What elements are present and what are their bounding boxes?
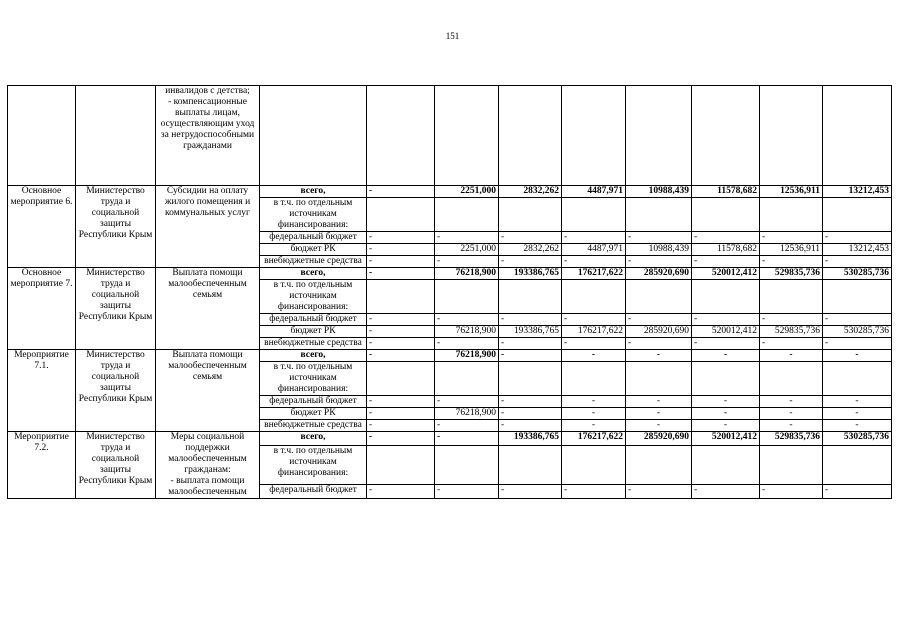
source-label-rk: бюджет РК: [260, 408, 367, 420]
activity-7-1-total-row: Мероприятие 7.1. Министерство труда и социальной защиты Республики Крым Выплата помощи малообеспеченным семьям всего, - 76218,900 - - - - - -: [8, 350, 892, 362]
source-label-extra: внебюджетные средства: [260, 420, 367, 432]
activity-7-2-federal-row: федеральный бюджет - - - - - - - -: [8, 485, 892, 499]
budget-table: [7, 85, 892, 499]
activity-7-rk-row: бюджет РК - 76218,900 193386,765 176217,622 285920,690 520012,412 529835,736 530285,736: [8, 326, 892, 338]
source-label-total: всего,: [260, 268, 367, 280]
activity-name: Мероприятие 7.2.: [8, 432, 76, 499]
activity-description: Субсидии на оплату жилого помещения и коммунальных услуг: [156, 186, 260, 268]
source-label-federal: федеральный бюджет: [260, 396, 367, 408]
activity-7-2-total-row: Мероприятие 7.2. Министерство труда и социальной защиты Республики Крым Меры социальной поддержки малообеспеченным гражданам: - выплата помощи малообеспеченным всего, - - 193386,765 176217,622 285920,690 520012,412 529835,736 530285,736: [8, 432, 892, 446]
activity-6-rk-row: бюджет РК - 2251,000 2832,262 4487,971 10988,439 11578,682 12536,911 13212,453: [8, 244, 892, 256]
activity-7-total-row: Основное мероприятие 7. Министерство труда и социальной защиты Республики Крым Выплата помощи малообеспеченным семьям всего, - 76218,900 193386,765 176217,622 285920,690 520012,412 529835,736 530285,736: [8, 268, 892, 280]
activity-description: Выплата помощи малообеспеченным семьям: [156, 350, 260, 432]
activity-name: Основное мероприятие 7.: [8, 268, 76, 350]
source-label-incl: в т.ч. по отдельным источникам финансирования:: [260, 198, 367, 232]
activity-name: Основное мероприятие 6.: [8, 186, 76, 268]
source-label-incl: в т.ч. по отдельным источникам финансирования:: [260, 362, 367, 396]
activity-7-extra-row: внебюджетные средства - - - - - - - -: [8, 338, 892, 350]
activity-executor: Министерство труда и социальной защиты Республики Крым: [76, 186, 156, 268]
continuation-description: инвалидов с детства; - компенсационные выплаты лицам, осуществляющим уход за нетрудоспособными гражданами: [156, 86, 260, 186]
activity-description: Выплата помощи малообеспеченным семьям: [156, 268, 260, 350]
source-label-incl: в т.ч. по отдельным источникам финансирования:: [260, 280, 367, 314]
source-label-total: всего,: [260, 432, 367, 446]
activity-6-total-row: Основное мероприятие 6. Министерство труда и социальной защиты Республики Крым Субсидии на оплату жилого помещения и коммунальных услуг всего, - 2251,000 2832,262 4487,971 10988,439 11578,682 12536,911 13212,453: [8, 186, 892, 198]
activity-name: Мероприятие 7.1.: [8, 350, 76, 432]
activity-7-federal-row: федеральный бюджет - - - - - - - -: [8, 314, 892, 326]
source-label-extra: внебюджетные средства: [260, 338, 367, 350]
source-label-federal: федеральный бюджет: [260, 232, 367, 244]
source-label-federal: федеральный бюджет: [260, 485, 367, 499]
page-number: 151: [445, 31, 460, 41]
source-label-incl: в т.ч. по отдельным источникам финансирования:: [260, 445, 367, 484]
source-label-federal: федеральный бюджет: [260, 314, 367, 326]
source-label-rk: бюджет РК: [260, 244, 367, 256]
activity-6-extra-row: внебюджетные средства - - - - - - - -: [8, 256, 892, 268]
source-label-total: всего,: [260, 350, 367, 362]
activity-executor: Министерство труда и социальной защиты Республики Крым: [76, 432, 156, 499]
activity-7-1-extra-row: внебюджетные средства - - - - - - - -: [8, 420, 892, 432]
activity-description: Меры социальной поддержки малообеспеченным гражданам: - выплата помощи малообеспеченным: [156, 432, 260, 499]
activity-executor: Министерство труда и социальной защиты Республики Крым: [76, 350, 156, 432]
activity-6-federal-row: федеральный бюджет - - - - - - - -: [8, 232, 892, 244]
source-label-extra: внебюджетные средства: [260, 256, 367, 268]
continuation-row: [8, 86, 892, 186]
source-label-total: всего,: [260, 186, 367, 198]
activity-executor: Министерство труда и социальной защиты Республики Крым: [76, 268, 156, 350]
activity-7-1-federal-row: федеральный бюджет - - - - - - - -: [8, 396, 892, 408]
activity-7-1-rk-row: бюджет РК - 76218,900 - - - - - -: [8, 408, 892, 420]
source-label-rk: бюджет РК: [260, 326, 367, 338]
